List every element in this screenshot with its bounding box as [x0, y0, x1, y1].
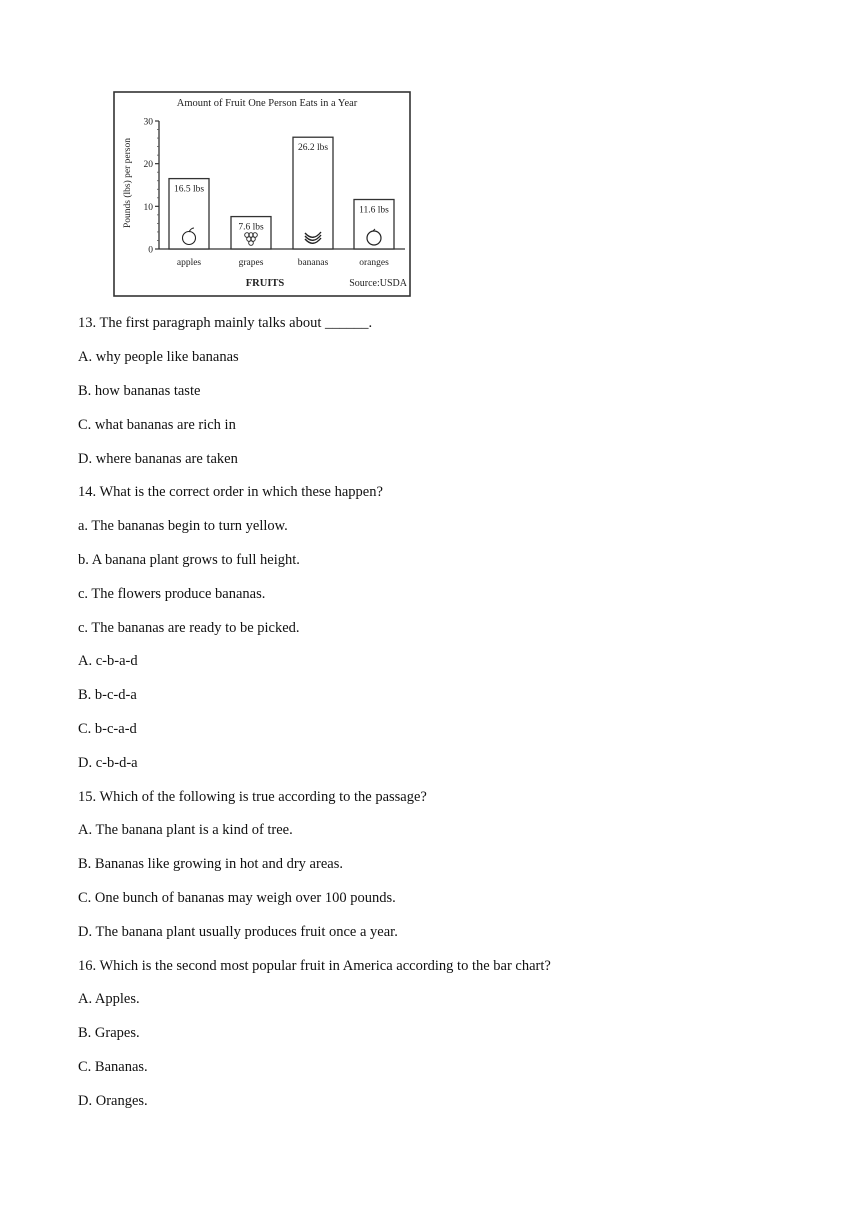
- fruit-bar-chart: [113, 91, 411, 298]
- x-category-label: grapes: [238, 258, 264, 268]
- q14-option-a: A. c-b-a-d: [78, 653, 138, 669]
- q15-option-d: D. The banana plant usually produces fruit once a year.: [78, 924, 398, 940]
- q16-stem: 16. Which is the second most popular fruit in America according to the bar chart?: [78, 958, 551, 974]
- q14-option-d: D. c-b-d-a: [78, 755, 138, 771]
- q13-option-a: A. why people like bananas: [78, 349, 239, 365]
- y-tick-label: 0: [148, 245, 153, 256]
- q15-option-b: B. Bananas like growing in hot and dry areas.: [78, 856, 343, 872]
- q14-statement-a: a. The bananas begin to turn yellow.: [78, 518, 288, 534]
- q15-stem: 15. Which of the following is true according to the passage?: [78, 789, 427, 805]
- chart-title: Amount of Fruit One Person Eats in a Year: [176, 98, 358, 109]
- q13-option-c: C. what bananas are rich in: [78, 417, 236, 433]
- q14-statement-b: b. A banana plant grows to full height.: [78, 552, 300, 568]
- q14-option-c: C. b-c-a-d: [78, 721, 137, 737]
- q14-option-b: B. b-c-d-a: [78, 687, 137, 703]
- q13-option-d: D. where bananas are taken: [78, 451, 238, 467]
- x-category-label: apples: [176, 258, 202, 268]
- q16-option-c: C. Bananas.: [78, 1059, 148, 1075]
- bar-data-label: 26.2 lbs: [297, 143, 329, 154]
- chart-canvas: [113, 91, 411, 298]
- q14-statement-d: c. The bananas are ready to be picked.: [78, 620, 300, 636]
- bar-data-label: 11.6 lbs: [359, 205, 389, 216]
- q16-option-d: D. Oranges.: [78, 1093, 148, 1109]
- y-tick-label: 10: [143, 202, 153, 213]
- q13-option-b: B. how bananas taste: [78, 383, 201, 399]
- q15-option-c: C. One bunch of bananas may weigh over 100 pounds.: [78, 890, 396, 906]
- y-axis-label: Pounds (lbs) per person: [123, 138, 133, 228]
- bar-data-label: 7.6 lbs: [238, 222, 264, 233]
- chart-source: Source:USDA: [349, 278, 407, 289]
- x-category-label: bananas: [297, 258, 329, 268]
- q16-option-a: A. Apples.: [78, 991, 140, 1007]
- y-tick-label: 30: [143, 117, 153, 128]
- q16-option-b: B. Grapes.: [78, 1025, 140, 1041]
- q15-option-a: A. The banana plant is a kind of tree.: [78, 822, 293, 838]
- y-tick-label: 20: [143, 160, 153, 171]
- x-axis-label: FRUITS: [245, 278, 285, 289]
- q13-stem: 13. The first paragraph mainly talks about ______.: [78, 315, 373, 331]
- bar-data-label: 16.5 lbs: [173, 184, 205, 195]
- bar-bananas: [293, 137, 333, 249]
- q14-statement-c: c. The flowers produce bananas.: [78, 586, 266, 602]
- q14-stem: 14. What is the correct order in which these happen?: [78, 484, 383, 500]
- x-category-label: oranges: [359, 258, 389, 268]
